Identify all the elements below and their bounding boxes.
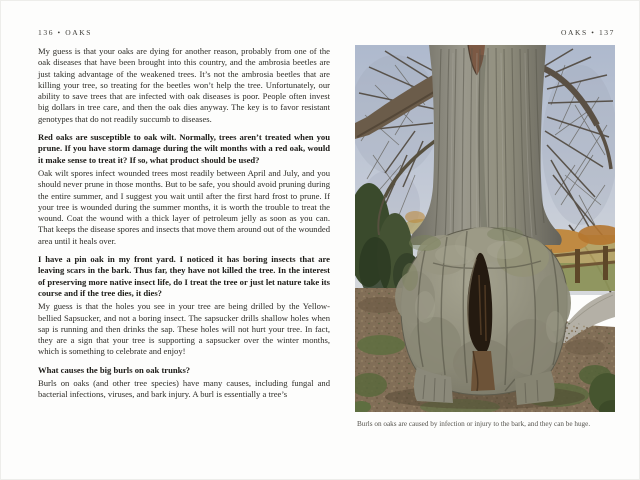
left-page-text <box>38 46 330 402</box>
question-paragraph: I have a pin oak in my front yard. I noticed it has boring insects that are leaving scars in the bark. Thus far, they have not killed the tree. In the interest of preserving more native insect life, do I treat the tree or just let nature take its course and if the tree dies, it dies? <box>38 254 330 298</box>
oak-burl-photo <box>355 45 615 412</box>
answer-paragraph: Oak wilt spores infect wounded trees most readily between April and July, and you should never prune in those months. But to be safe, you should avoid pruning during the entire summer, and I suggest you wait until after the first hard frost to prune. If your tree is wounded during the summer months, it is worth the trouble to treat the wound. Coat the wound with a thick layer of petroleum jelly as soon as you can. That keeps the disease spores and insects that move them around out of the wounded area until it heals over. <box>38 167 330 246</box>
oak-burl-photo-art <box>355 45 615 412</box>
right-page-header: OAKS • 137 <box>560 28 615 37</box>
answer-paragraph: My guess is that the holes you see in your tree are being drilled by the Yellow-bellied Sapsucker, and not a boring insect. The sapsucker drills shallow holes when sap is running and then drinks the sap. These holes will not hurt your tree. In fact, they are a sign that your tree is supporting a sapsucker over the winter months, which is something to celebrate and enjoy! <box>38 301 330 357</box>
left-page-header: 136 • OAKS <box>38 28 93 37</box>
photo-caption: Burls on oaks are caused by infection or injury to the bark, and they can be huge. <box>357 420 591 428</box>
answer-paragraph: Burls on oaks (and other tree species) have many causes, including fungal and bacterial infections, viruses, and bark injury. A burl is essentially a tree’s <box>38 378 330 400</box>
question-paragraph: Red oaks are susceptible to oak wilt. Normally, trees aren’t treated when you prune. If you have storm damage during the wilt months with a red oak, would it make sense to treat it? If so, what product should be used? <box>38 132 330 165</box>
question-paragraph: What causes the big burls on oak trunks? <box>38 364 191 375</box>
answer-paragraph: My guess is that your oaks are dying for another reason, probably from one of the oak diseases that have been brought into this country, and the ambrosia beetles are just taking advantage of the weakened trees. It’s not the ambrosia beetles that are killing your tree, so treating for the beetles won’t help the tree. Unfortunately, our ability to save trees that are infected with oak diseases is poor. People often invest big dollars in tree care, and then the oak dies anyway. The key is to favor resistant genotypes that do not readily succumb to diseases. <box>38 46 330 124</box>
